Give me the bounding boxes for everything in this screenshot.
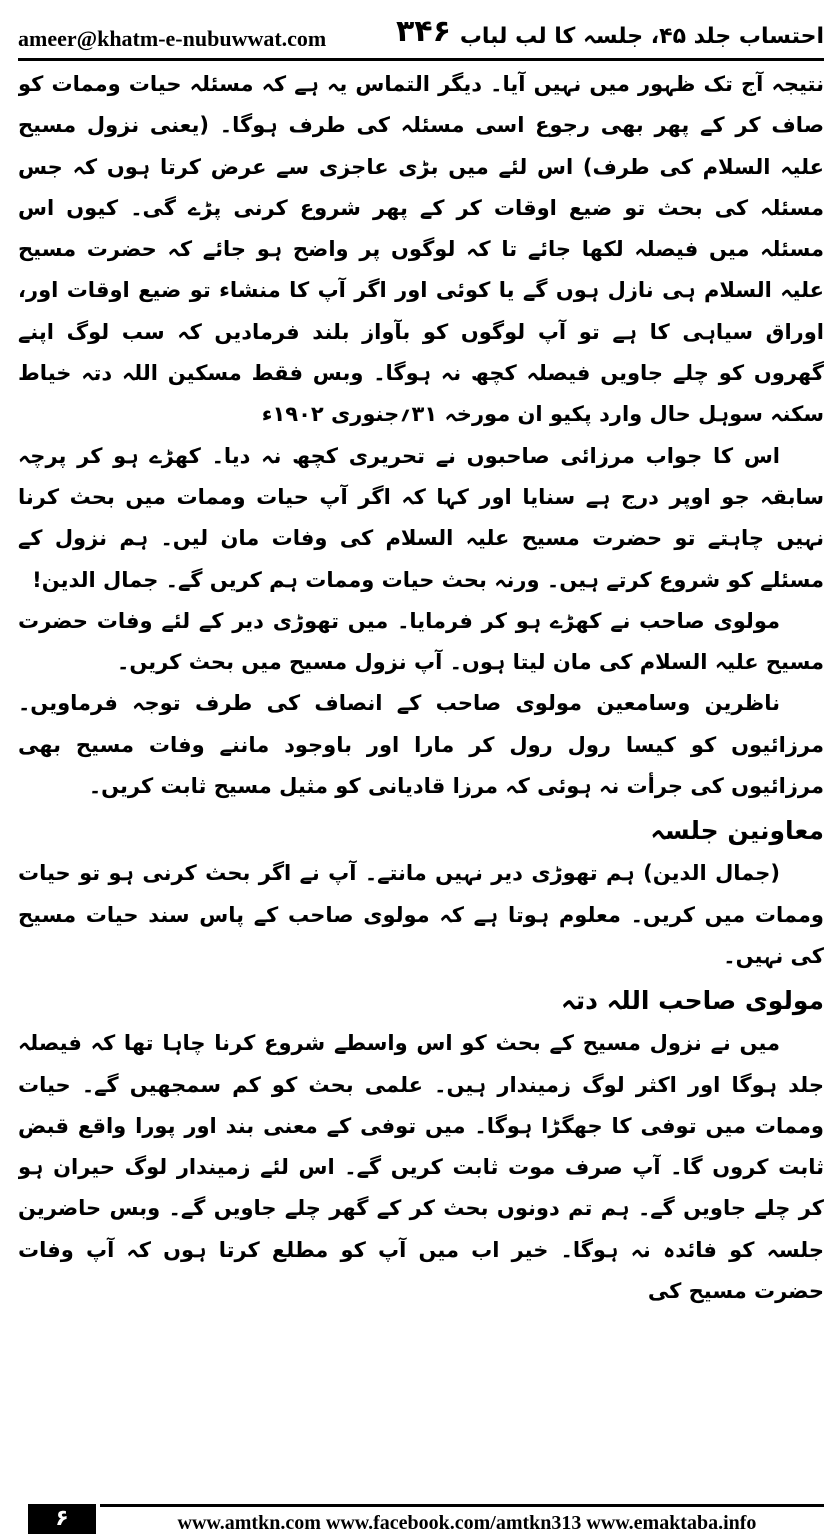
header-rule: [18, 58, 824, 61]
page-header: [18, 10, 824, 54]
page-body: [18, 64, 824, 1502]
running-head: احتساب جلد ۴۵، جلسہ کا لب لباب: [459, 24, 824, 49]
page-footer: [0, 1500, 840, 1540]
paragraph-1: نتیجہ آج تک ظہور میں نہیں آیا۔ دیگر التماس یہ ہے کہ مسئلہ حیات وممات کو صاف کر کے پھر بھی رجوع اسی مسئلہ کی طرف ہوگا۔ (یعنی نزول مسیح علیہ السلام کی طرف) اس لئے میں بڑی عاجزی سے عرض کرتا ہوں کہ جس مسئلہ کی بحث تو ضیع اوقات کر کے پھر شروع کرنی پڑے گی۔ کیوں اس مسئلہ میں فیصلہ لکھا جائے تا کہ لوگوں پر واضح ہو جائے کہ حضرت مسیح علیہ السلام ہی نازل ہوں گے یا کوئی اور اگر آپ کا منشاء تو ضیع اوقات اور، اوراق سیاہی کا ہے تو آپ لوگوں کو بآواز بلند فرمادیں کہ سب لوگ اپنے گھروں کو چلے جاویں فیصلہ کچھ نہ ہوگا۔ وبس فقط مسکین اللہ دتہ خیاط سکنہ سوہل حال وارد پکیو ان مورخہ ۳۱؍جنوری ۱۹۰۲ء: [18, 72, 824, 427]
paragraph-3: مولوی صاحب نے کھڑے ہو کر فرمایا۔ میں تھوڑی دیر کے لئے وفات حضرت مسیح علیہ السلام کی مان لیتا ہوں۔ آپ نزول مسیح میں بحث کریں۔: [18, 608, 824, 675]
footer-rule: [100, 1504, 824, 1507]
paragraph-6: میں نے نزول مسیح کے بحث کو اس واسطے شروع کرنا چاہا تھا کہ فیصلہ جلد ہوگا اور اکثر لوگ زمیندار ہیں۔ علمی بحث کو کم سمجھیں گے۔ حیات وممات میں توفی کا جھگڑا ہوگا۔ میں توفی کے معنی بند اور پورا واقع قبض ثابت کروں گا۔ آپ صرف موت ثابت کریں گے۔ اس لئے زمیندار لوگ حیران ہو کر چلے جاویں گے۔ ہم تم دونوں بحث کر کے گھر چلے جاویں گے۔ وبس حاضرین جلسہ کو فائدہ نہ ہوگا۔ خیر اب میں آپ کو مطلع کرتا ہوں کہ آپ وفات حضرت مسیح کی: [18, 1031, 824, 1304]
paragraph-2: اس کا جواب مرزائی صاحبوں نے تحریری کچھ نہ دیا۔ کھڑے ہو کر پرچہ سابقہ جو اوپر درج ہے سنایا اور کہا کہ اگر آپ حیات وممات میں بحث کرنا نہیں چاہتے تو حضرت مسیح علیہ السلام کی وفات مان لیں۔ ہم نزول کے مسئلے کو شروع کرتے ہیں۔ ورنہ بحث حیات وممات ہم کریں گے۔ جمال الدین!: [18, 443, 824, 592]
section-heading-maulvi: مولوی صاحب اللہ دتہ: [561, 986, 824, 1016]
section-heading-muawineen: معاونین جلسہ: [650, 816, 824, 846]
header-email: ameer@khatm-e-nubuwwat.com: [18, 26, 327, 51]
footer-page-number: ۶: [28, 1504, 96, 1534]
header-page-number: ۳۴۶: [396, 14, 451, 49]
footer-links: www.amtkn.com www.facebook.com/amtkn313 www.emaktaba.info: [177, 1512, 757, 1534]
paragraph-4: ناظرین وسامعین مولوی صاحب کے انصاف کی طرف توجہ فرماویں۔ مرزائیوں کو کیسا رول رول کر مارا اور باوجود ماننے وفات مسیح بھی مرزائیوں کی جرأت نہ ہوئی کہ مرزا قادیانی کو مثیل مسیح ثابت کریں۔: [18, 691, 824, 799]
paragraph-5: (جمال الدین) ہم تھوڑی دیر نہیں مانتے۔ آپ نے اگر بحث کرنی ہو تو حیات وممات میں کریں۔ معلوم ہوتا ہے کہ مولوی صاحب کے پاس سند حیات مسیح کی نہیں۔: [18, 861, 824, 968]
